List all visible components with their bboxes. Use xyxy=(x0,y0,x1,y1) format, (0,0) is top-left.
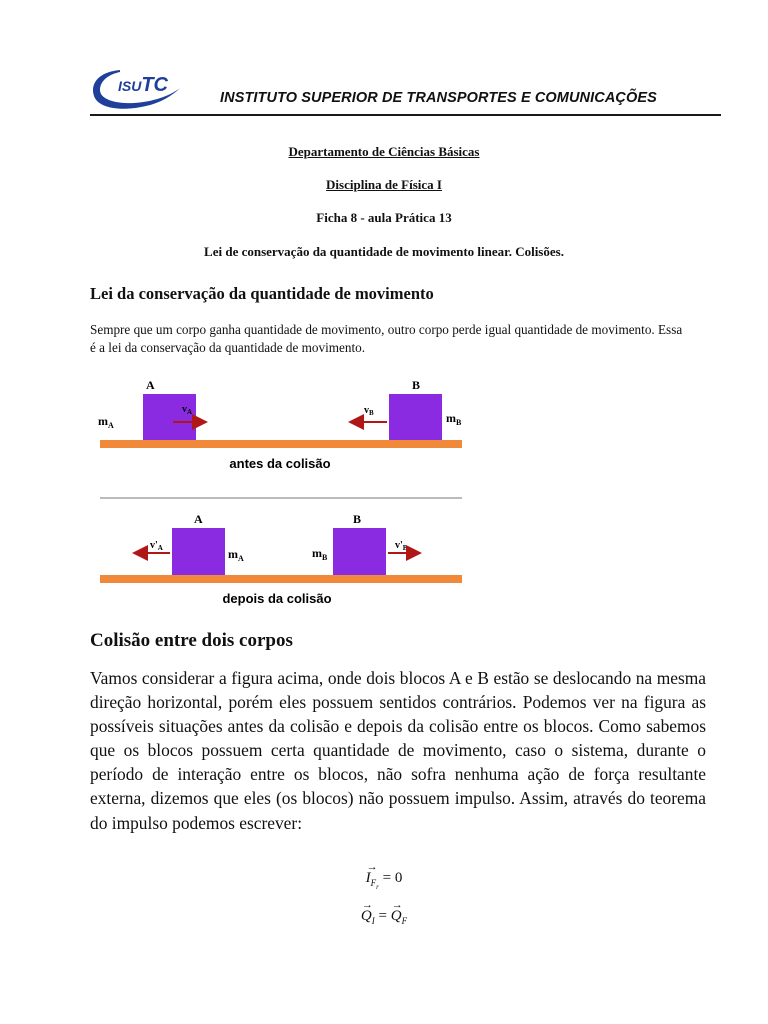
formula-impulse-rhs: = 0 xyxy=(382,870,403,886)
mass-b-before: $m_B$ xyxy=(446,411,462,427)
department-title: Departamento de Ciências Básicas xyxy=(288,144,480,159)
block-b-after xyxy=(333,528,386,575)
section2-paragraph: Vamos considerar a figura acima, onde dois blocos A e B estão se deslocando na mesma direção horizontal, porém eles possuem sentidos contrários. Podemos ver na figura as possíveis situações antes da colisão e depois da colisão entre os blocos. Como sabemos que os blocos possuem certa quantidade de movimento, caso o sistema, durante o período de interação entre os blocos, não sofra nenhuma ação de força resultante externa, dizemos que eles (os blocos) não possuem impulso. Assim, através do teorema do impulso podemos escrever: xyxy=(90,668,706,833)
label-block-b-after: B xyxy=(353,512,362,526)
collision-figure xyxy=(90,370,480,610)
before-collision-scene xyxy=(98,378,462,471)
section1-paragraph: Sempre que um corpo ganha quantidade de movimento, outro corpo perde igual quantidade de movimento. Essa é a lei da conservação da quantidade de movimento. xyxy=(90,322,683,355)
formula-momentum: → $Q_I$ = → $Q_F$ xyxy=(360,899,408,926)
velocity-a-after: $v'_A$ xyxy=(150,540,163,552)
floor-after xyxy=(100,575,462,583)
block-b-before xyxy=(389,394,442,440)
mass-a-before: $m_A$ xyxy=(98,414,114,430)
caption-after: depois da colisão xyxy=(222,591,332,606)
mass-a-after: $m_A$ xyxy=(228,547,244,563)
floor-before xyxy=(100,440,462,448)
header-divider xyxy=(90,114,721,116)
formula-momentum-lhs: → Q xyxy=(360,899,373,924)
formula-equals: = xyxy=(378,908,387,924)
velocity-b-after: $v'_B$ xyxy=(395,540,408,552)
label-block-a-after: A xyxy=(194,512,203,526)
velocity-a-before: $v_A$ xyxy=(182,404,193,416)
formula-impulse: → $I_{F_r} = 0$ xyxy=(365,861,403,891)
section2-heading: Colisão entre dois corpos xyxy=(90,630,293,651)
sheet-title: Ficha 8 - aula Prática 13 xyxy=(316,210,452,225)
formula-momentum-rhs: → Q xyxy=(390,899,403,924)
mass-b-after: $m_B$ xyxy=(312,546,328,562)
section1-heading: Lei da conservação da quantidade de movimento xyxy=(90,284,434,303)
label-block-b-before: B xyxy=(412,378,421,392)
isutc-logo xyxy=(90,66,186,112)
discipline-title: Disciplina de Física I xyxy=(326,177,442,192)
formula-impulse-lhs: → I xyxy=(365,861,378,886)
block-a-after xyxy=(172,528,225,575)
block-a-before xyxy=(143,394,196,440)
institute-name: INSTITUTO SUPERIOR DE TRANSPORTES E COMUNICAÇÕES xyxy=(220,90,657,106)
label-block-a-before: A xyxy=(146,378,155,392)
topic-title: Lei de conservação da quantidade de movimento linear. Colisões. xyxy=(204,244,564,259)
logo-text: ISUTC xyxy=(118,74,169,96)
after-collision-scene xyxy=(100,512,462,606)
caption-before: antes da colisão xyxy=(229,456,331,471)
velocity-b-before: $v_B$ xyxy=(364,405,374,417)
